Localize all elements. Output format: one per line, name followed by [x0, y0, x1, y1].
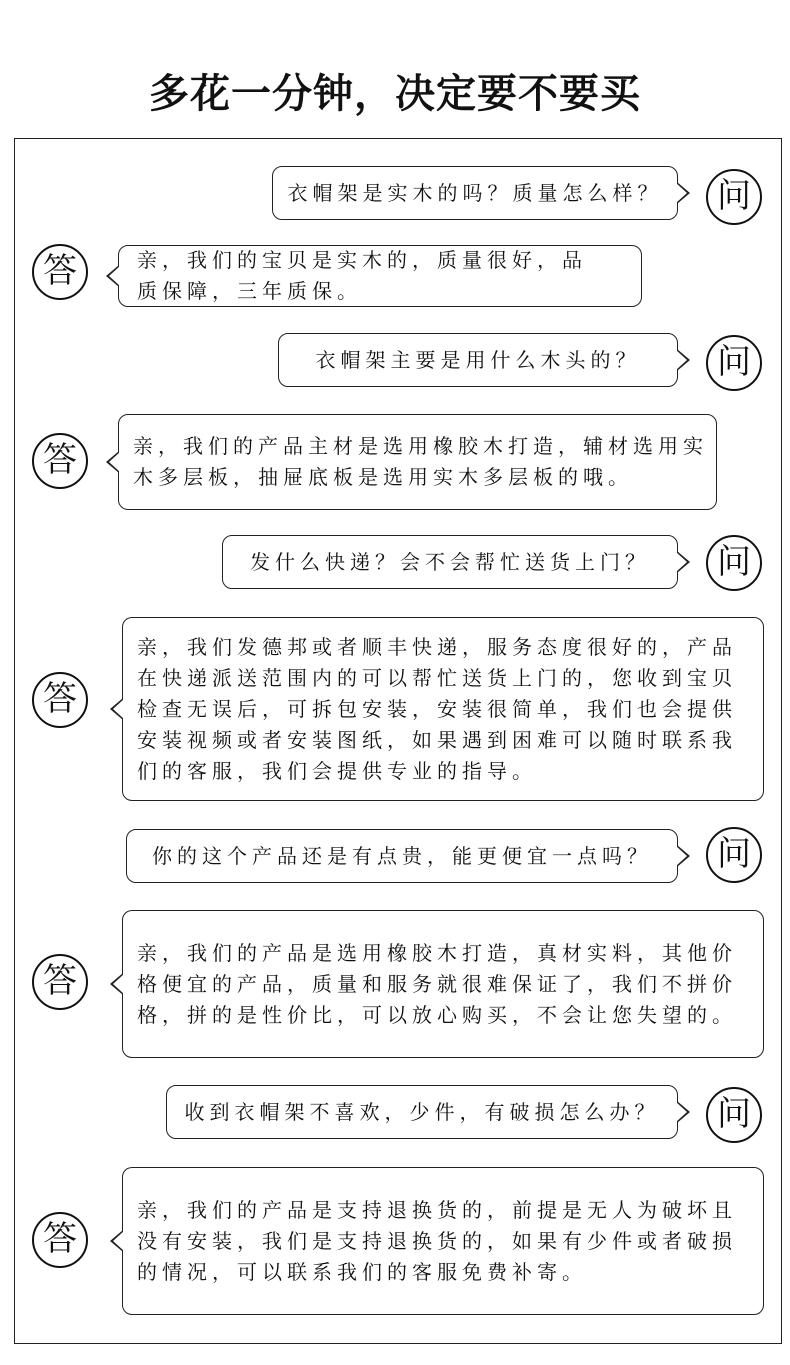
question-text-1: 衣帽架是实木的吗？质量怎么样？	[287, 180, 663, 205]
question-text-5: 收到衣帽架不喜欢，少件，有破损怎么办？	[184, 1099, 660, 1124]
answer-bubble-5	[122, 1167, 764, 1315]
question-icon: 问	[706, 827, 762, 883]
question-icon: 问	[706, 335, 762, 391]
answer-icon: 答	[32, 672, 88, 728]
answer-text-1: 亲，我们的宝贝是实木的，质量很好，品质保障，三年质保。	[137, 248, 587, 303]
answer-bubble-2	[118, 414, 717, 510]
answer-text-5: 亲，我们的产品是支持退换货的，前提是无人为破坏且没有安装，我们是支持退换货的，如果有少件或者破损的情况，可以联系我们的客服免费补寄。	[137, 1197, 737, 1284]
answer-icon: 答	[32, 244, 88, 300]
question-icon: 问	[706, 169, 762, 225]
answer-icon: 答	[32, 433, 88, 489]
question-text-2: 衣帽架主要是用什么木头的？	[315, 347, 641, 372]
question-bubble-4	[126, 829, 678, 883]
answer-icon: 答	[32, 954, 88, 1010]
question-bubble-3	[222, 535, 678, 589]
question-icon: 问	[706, 1087, 762, 1143]
question-text-3: 发什么快递？会不会帮忙送货上门？	[250, 549, 650, 574]
answer-bubble-1	[118, 245, 642, 307]
question-bubble-2	[278, 333, 678, 387]
answer-bubble-3	[122, 617, 764, 801]
answer-text-3: 亲，我们发德邦或者顺丰快递，服务态度很好的，产品在快递派送范围内的可以帮忙送货上门的，您收到宝贝检查无误后，可拆包安装，安装很简单，我们也会提供安装视频或者安装图纸，如果遇到困难可以随时联系我们的客服，我们会提供专业的指导。	[137, 634, 737, 783]
question-icon: 问	[706, 535, 762, 591]
question-bubble-1	[272, 166, 678, 220]
page-title: 多花一分钟，决定要不要买	[149, 71, 641, 117]
answer-icon: 答	[32, 1212, 88, 1268]
question-bubble-5	[166, 1085, 678, 1139]
answer-bubble-4	[122, 910, 764, 1058]
question-text-4: 你的这个产品还是有点贵，能更便宜一点吗？	[152, 843, 652, 868]
answer-text-2: 亲，我们的产品主材是选用橡胶木打造，辅材选用实木多层板，抽屉底板是选用实木多层板的哦。	[133, 434, 708, 489]
answer-text-4: 亲，我们的产品是选用橡胶木打造，真材实料，其他价格便宜的产品，质量和服务就很难保证了，我们不拼价格，拼的是性价比，可以放心购买，不会让您失望的。	[137, 940, 737, 1027]
